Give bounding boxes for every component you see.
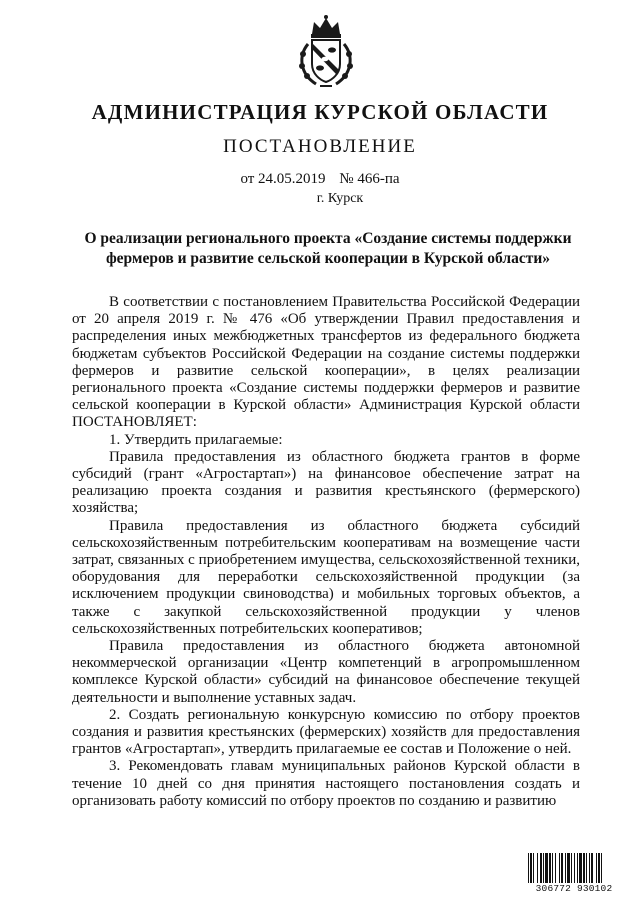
- barcode-icon: [528, 853, 620, 883]
- document-city: г. Курск: [316, 191, 364, 206]
- date-number-line: [0, 171, 640, 188]
- coat-of-arms-icon: [294, 14, 358, 88]
- document-type: ПОСТАНОВЛЕНИЕ: [223, 136, 417, 157]
- body-paragraph: Правила предоставления из областного бюджета субсидий сельскохозяйственным потребительским кооперативам на возмещение части затрат, связанных с приобретением имущества, сельскохозяйственной техники, оборудования для переработки сельскохозяйственной продукции (за исключением продукции свиноводства) и мобильных торговых объектов, а также с закупкой сельскохозяйственной продукции у членов сельскохозяйственных потребительских кооперативов;: [72, 517, 580, 637]
- subject-line: фермеров и развитие сельской кооперации в Курской области»: [105, 250, 551, 267]
- document-subject: [72, 229, 584, 269]
- body-paragraph: Правила предоставления из областного бюджета грантов в форме субсидий (грант «Агростартап») на финансовое обеспечение затрат на реализацию проекта создания и развития крестьянского (фермерского) хозяйства;: [72, 448, 580, 517]
- barcode-number: 306772 930102: [535, 883, 613, 894]
- body-paragraph: 1. Утвердить прилагаемые:: [109, 431, 283, 448]
- document-date: от 24.05.2019: [240, 171, 326, 187]
- document-number: № 466-па: [339, 171, 400, 187]
- document-body: [72, 294, 580, 810]
- body-paragraph: 2. Создать региональную конкурсную комиссию по отбору проектов создания и развития крестьянских (фермерских) хозяйств для предоставления грантов «Агростартап», утвердить прилагаемые ее состав и Положение о ней.: [72, 706, 580, 758]
- body-paragraph: 3. Рекомендовать главам муниципальных районов Курской области в течение 10 дней со дня принятия настоящего постановления создать и организовать работу комиссий по отбору проектов по созданию и развитию: [72, 758, 580, 809]
- organization-title: АДМИНИСТРАЦИЯ КУРСКОЙ ОБЛАСТИ: [91, 100, 549, 124]
- barcode: [528, 853, 620, 895]
- subject-line: О реализации регионального проекта «Создание системы поддержки: [84, 230, 572, 247]
- body-paragraph: В соответствии с постановлением Правительства Российской Федерации от 20 апреля 2019 г. № 476 «Об утверждении Правил предоставления и распределения иных межбюджетных трансфертов из федерального бюджета бюджетам субъектов Российской Федерации на создание системы поддержки фермеров и развитие сельской кооперации», в целях реализации регионального проекта «Создание системы поддержки фермеров и развитие сельской кооперации в Курской области» Администрация Курской области ПОСТАНОВЛЯЕТ:: [72, 294, 580, 431]
- body-paragraph: Правила предоставления из областного бюджета автономной некоммерческой организации «Центр компетенций в агропромышленном комплексе Курской области» субсидий на финансовое обеспечение текущей деятельности и выполнение уставных задач.: [72, 638, 580, 706]
